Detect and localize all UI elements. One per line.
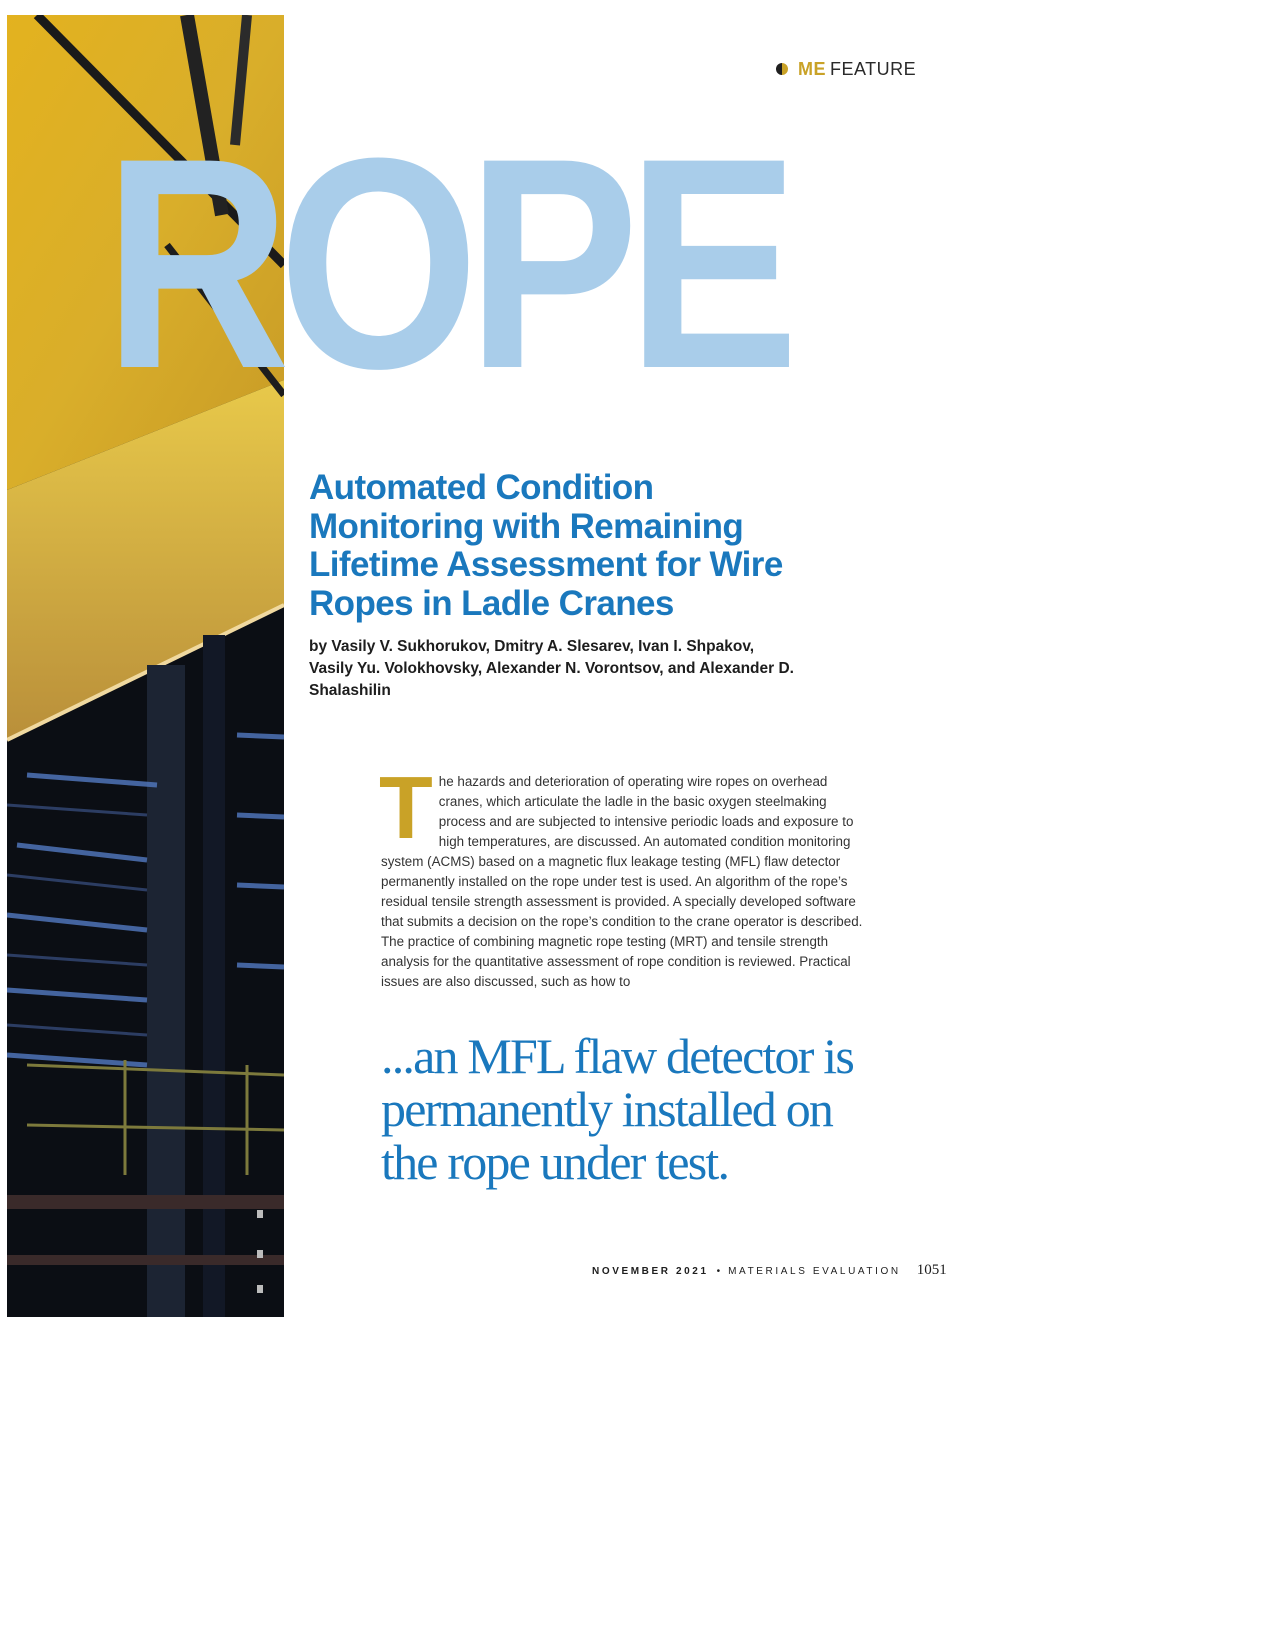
footer-separator: •: [716, 1266, 721, 1277]
section-dot-icon: [776, 63, 788, 75]
footer-journal-name: MATERIALS EVALUATION: [728, 1266, 901, 1277]
page-footer: [592, 1262, 947, 1282]
section-tag: [776, 57, 916, 81]
abstract-text: he hazards and deterioration of operating wire ropes on overhead cranes, which articulate the ladle in the basic oxygen steelmaking process and are subjected to intensive periodic loads and exposure to high temperatures, are discussed. An automated condition monitoring system (ACMS) based on a magnetic flux leakage testing (MFL) flaw detector permanently installed on the rope under test is used. An algorithm of the rope’s residual tensile strength assessment is provided. A specially developed software that submits a decision on the rope’s condition to the crane operator is described. The practice of combining magnetic rope testing (MRT) and tensile strength analysis for the quantitative assessment of rope condition is reviewed. Practical issues are also discussed, such as how to: [381, 774, 863, 989]
article-abstract: [379, 758, 863, 992]
hero-title-word: ROPE: [104, 95, 788, 431]
footer-issue-date: NOVEMBER 2021: [592, 1266, 709, 1277]
drop-cap: T: [379, 758, 433, 857]
section-tag-prefix: ME: [798, 58, 826, 79]
article-byline: by Vasily V. Sukhorukov, Dmitry A. Slesarev, Ivan I. Shpakov, Vasily Yu. Volokhovsky, Alexander N. Vorontsov, and Alexander D. Shalashilin: [309, 638, 794, 699]
footer-page-number: 1051: [916, 1262, 947, 1278]
section-tag-label: FEATURE: [830, 58, 917, 79]
pull-quote: ...an MFL flaw detector is permanently installed on the rope under test.: [381, 1028, 854, 1190]
article-headline: Automated Condition Monitoring with Remaining Lifetime Assessment for Wire Ropes in Ladle Cranes: [309, 468, 783, 623]
